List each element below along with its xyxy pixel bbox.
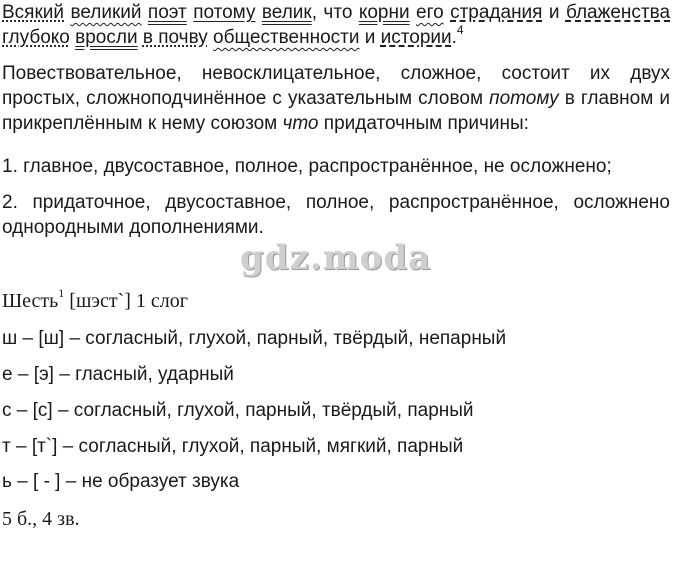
sentence-word: великий	[70, 2, 142, 23]
sentence-word: потому	[193, 2, 256, 23]
text-span-italic: что	[282, 113, 319, 134]
phonetic-word	[2, 286, 188, 314]
sentence-word: в почву	[142, 27, 208, 48]
sentence-word: страдания	[450, 2, 543, 23]
phonetic-line: т – [т`] – согласный, глухой, парный, мягкий, парный	[2, 436, 464, 457]
sentence-characteristic	[2, 61, 670, 136]
sentence-end: .	[451, 27, 457, 48]
sentence-word: глубоко	[2, 27, 70, 48]
sentence-word: вросли	[75, 27, 138, 48]
sentence-word: поэт	[147, 2, 187, 23]
footnote-marker: 4	[456, 22, 464, 37]
sentence-word: общественности	[213, 27, 360, 48]
phonetic-line: ь – [ - ] – не образует звука	[2, 471, 240, 492]
phonetic-word-text: Шесть	[2, 290, 59, 312]
sentence-word: велик	[261, 2, 312, 23]
phonetic-line: с – [с] – согласный, глухой, парный, твёрдый, парный	[2, 400, 474, 421]
sentence-word: блаженства	[565, 2, 671, 23]
text-span: придаточным причины:	[318, 113, 529, 134]
text-span: Повествовательное, невосклицательное, сложное, состоит их двух простых, сложноподчинённое с указательным словом	[2, 63, 670, 109]
text-span: в главном и прикреплённым к нему союзом	[2, 88, 670, 134]
phonetic-summary: 5 б., 4 зв.	[2, 508, 80, 530]
phonetic-transcription: [шэст`] 1 слог	[64, 290, 188, 312]
text-span-italic: потому	[489, 88, 559, 109]
sentence-word: , что	[311, 2, 353, 23]
sentence-analysis-text	[2, 0, 670, 50]
footnote-marker: 1	[58, 286, 65, 301]
sentence-word: и	[364, 27, 376, 48]
sentence-word: корни	[358, 2, 410, 23]
watermark: gdz.moda	[240, 238, 432, 278]
phonetic-line: ш – [ш] – согласный, глухой, парный, твёрдый, непарный	[2, 328, 507, 349]
subordinate-clause-analysis: 2. придаточное, двусоставное, полное, распространённое, осложнено однородными дополнениями.	[2, 192, 670, 238]
main-clause-analysis: 1. главное, двусоставное, полное, распространённое, не осложнено;	[2, 156, 612, 177]
phonetic-line: е – [э] – гласный, ударный	[2, 364, 234, 385]
sentence-word: и	[548, 2, 560, 23]
sentence-word: Всякий	[2, 2, 65, 23]
sentence-word: истории	[380, 27, 452, 48]
sentence-word: его	[416, 2, 444, 23]
